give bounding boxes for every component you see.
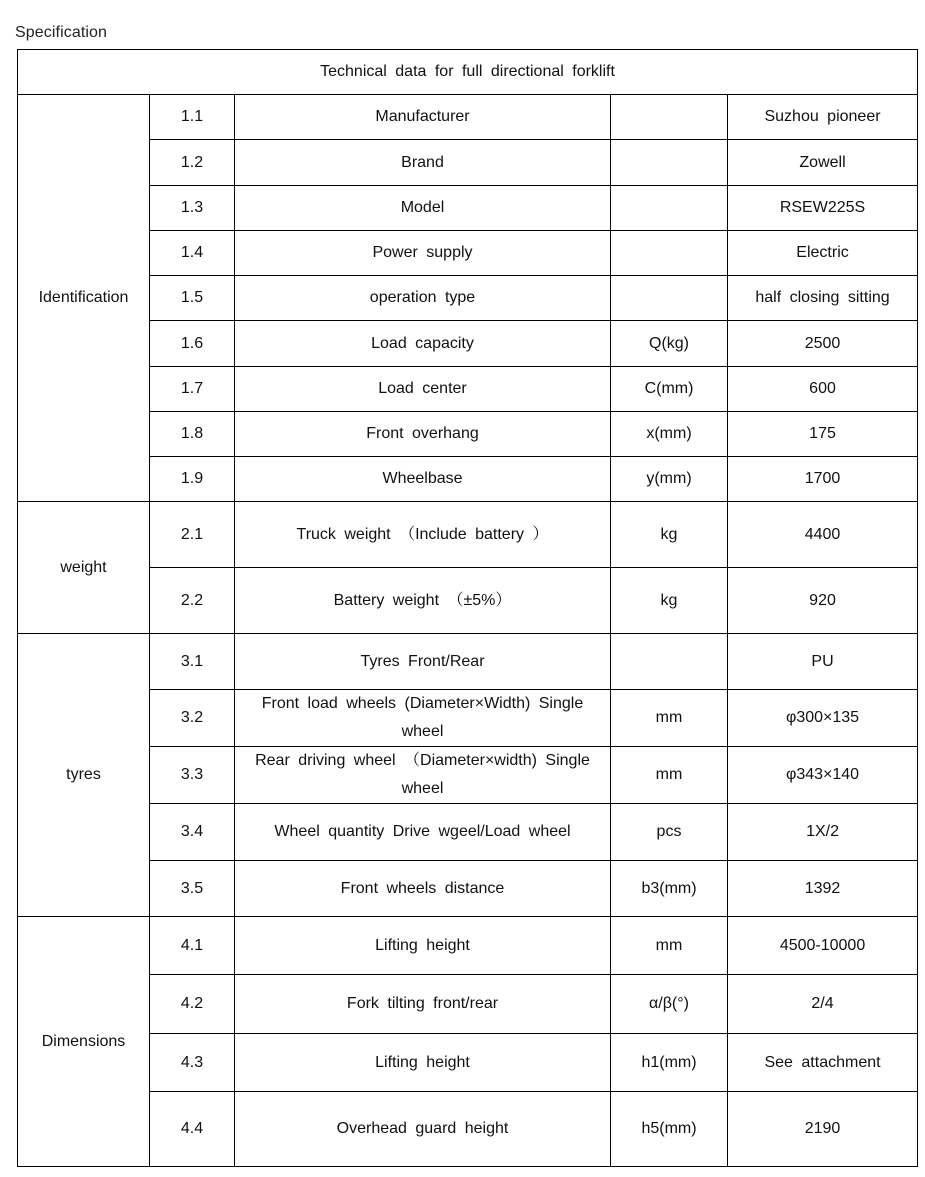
row-number-cell: 1.5 — [150, 276, 235, 321]
table-row — [18, 1034, 918, 1092]
row-number-cell: 1.4 — [150, 231, 235, 276]
item-cell: Front wheels distance — [235, 861, 611, 917]
table-row — [18, 568, 918, 634]
unit-cell — [611, 140, 728, 186]
value-cell: 1700 — [728, 457, 918, 502]
value-cell: φ343×140 — [728, 747, 918, 804]
table-title: Technical data for full directional forklift — [18, 50, 918, 95]
item-cell: Wheelbase — [235, 457, 611, 502]
item-cell: Lifting height — [235, 917, 611, 975]
table-row — [18, 917, 918, 975]
table-row — [18, 367, 918, 412]
row-number-cell: 3.1 — [150, 634, 235, 690]
row-number-cell: 1.2 — [150, 140, 235, 186]
table-row — [18, 140, 918, 186]
unit-cell: h5(mm) — [611, 1092, 728, 1167]
item-cell: operation type — [235, 276, 611, 321]
row-number-cell: 1.7 — [150, 367, 235, 412]
unit-cell: kg — [611, 502, 728, 568]
table-row — [18, 412, 918, 457]
row-number-cell: 1.1 — [150, 95, 235, 140]
row-number-cell: 3.5 — [150, 861, 235, 917]
table-row — [18, 276, 918, 321]
value-cell: 2190 — [728, 1092, 918, 1167]
table-row — [18, 231, 918, 276]
category-cell: Identification — [18, 95, 150, 502]
unit-cell: b3(mm) — [611, 861, 728, 917]
row-number-cell: 4.2 — [150, 975, 235, 1034]
row-number-cell: 3.2 — [150, 690, 235, 747]
unit-cell: mm — [611, 747, 728, 804]
unit-cell — [611, 231, 728, 276]
unit-cell: mm — [611, 690, 728, 747]
table-row — [18, 747, 918, 804]
row-number-cell: 3.4 — [150, 804, 235, 861]
value-cell: 2/4 — [728, 975, 918, 1034]
table-row — [18, 804, 918, 861]
unit-cell: C(mm) — [611, 367, 728, 412]
row-number-cell: 2.2 — [150, 568, 235, 634]
value-cell: 1392 — [728, 861, 918, 917]
item-cell: Power supply — [235, 231, 611, 276]
row-number-cell: 2.1 — [150, 502, 235, 568]
row-number-cell: 4.3 — [150, 1034, 235, 1092]
item-cell: Front overhang — [235, 412, 611, 457]
item-cell: Tyres Front/Rear — [235, 634, 611, 690]
table-row — [18, 861, 918, 917]
value-cell: 920 — [728, 568, 918, 634]
unit-cell: y(mm) — [611, 457, 728, 502]
item-cell: Front load wheels (Diameter×Width) Single wheel — [235, 690, 611, 747]
item-cell: Overhead guard height — [235, 1092, 611, 1167]
table-row — [18, 95, 918, 140]
value-cell: 4500-10000 — [728, 917, 918, 975]
item-cell: Brand — [235, 140, 611, 186]
item-cell: Lifting height — [235, 1034, 611, 1092]
unit-cell — [611, 95, 728, 140]
unit-cell — [611, 186, 728, 231]
item-cell: Rear driving wheel （Diameter×width) Single wheel — [235, 747, 611, 804]
value-cell: 2500 — [728, 321, 918, 367]
item-cell: Manufacturer — [235, 95, 611, 140]
unit-cell: kg — [611, 568, 728, 634]
unit-cell: mm — [611, 917, 728, 975]
table-row — [18, 1092, 918, 1167]
item-cell: Load capacity — [235, 321, 611, 367]
spec-table — [17, 49, 918, 1167]
value-cell: 1X/2 — [728, 804, 918, 861]
table-title-row — [18, 50, 918, 95]
row-number-cell: 1.9 — [150, 457, 235, 502]
table-row — [18, 321, 918, 367]
row-number-cell: 3.3 — [150, 747, 235, 804]
row-number-cell: 4.1 — [150, 917, 235, 975]
item-cell: Model — [235, 186, 611, 231]
value-cell: 600 — [728, 367, 918, 412]
category-cell: Dimensions — [18, 917, 150, 1167]
item-cell: Load center — [235, 367, 611, 412]
value-cell: Suzhou pioneer — [728, 95, 918, 140]
value-cell: 4400 — [728, 502, 918, 568]
value-cell: half closing sitting — [728, 276, 918, 321]
category-cell: tyres — [18, 634, 150, 917]
value-cell: 175 — [728, 412, 918, 457]
unit-cell: α/β(°) — [611, 975, 728, 1034]
row-number-cell: 1.6 — [150, 321, 235, 367]
value-cell: PU — [728, 634, 918, 690]
table-row — [18, 502, 918, 568]
unit-cell — [611, 634, 728, 690]
table-row — [18, 457, 918, 502]
value-cell: Electric — [728, 231, 918, 276]
item-cell: Battery weight （±5%） — [235, 568, 611, 634]
unit-cell: Q(kg) — [611, 321, 728, 367]
row-number-cell: 1.3 — [150, 186, 235, 231]
item-cell: Wheel quantity Drive wgeel/Load wheel — [235, 804, 611, 861]
value-cell: φ300×135 — [728, 690, 918, 747]
row-number-cell: 1.8 — [150, 412, 235, 457]
table-row — [18, 690, 918, 747]
row-number-cell: 4.4 — [150, 1092, 235, 1167]
table-row — [18, 975, 918, 1034]
value-cell: Zowell — [728, 140, 918, 186]
spec-table-body — [18, 50, 918, 1167]
table-row — [18, 634, 918, 690]
unit-cell: h1(mm) — [611, 1034, 728, 1092]
value-cell: See attachment — [728, 1034, 918, 1092]
item-cell: Fork tilting front/rear — [235, 975, 611, 1034]
item-cell: Truck weight （Include battery ） — [235, 502, 611, 568]
value-cell: RSEW225S — [728, 186, 918, 231]
unit-cell: x(mm) — [611, 412, 728, 457]
table-row — [18, 186, 918, 231]
unit-cell — [611, 276, 728, 321]
category-cell: weight — [18, 502, 150, 634]
unit-cell: pcs — [611, 804, 728, 861]
page-heading: Specification — [15, 24, 108, 41]
